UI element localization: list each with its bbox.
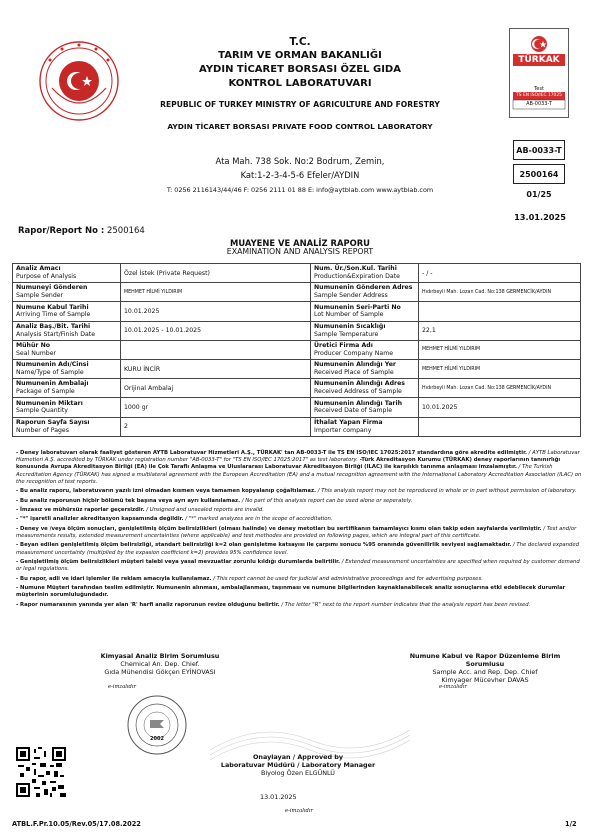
cell-label: Üretici Firma Adı Producer Company Name bbox=[311, 340, 419, 359]
cell-value bbox=[419, 417, 581, 436]
signature-name: Kimyager Mücevher DAVAS bbox=[441, 676, 529, 684]
cell-label: Raporun Sayfa Sayısı Number of Pages bbox=[13, 417, 121, 436]
note-item: - Genişletilmiş ölçüm belirsizlikleri müşteri talebi veya yasal mevzuatlar zorunlu kıldığı durumlarda belirtilir. / Extended measurement uncertainties are specified when required by customer demand or legal regulations. bbox=[16, 558, 580, 573]
header-ministry: TARIM VE ORMAN BAKANLIĞI bbox=[218, 50, 382, 61]
table-row bbox=[13, 398, 581, 417]
note-item: - Numune Müşteri tarafından teslim edilmiştir. Numunenin alınması, ambalajlanması, taşınması ve numune bilgilerinden kaynaklanabilecek analiz sonuçlarına etki edebilecek durumlar müşterinin sorumluluğundadır. bbox=[16, 584, 566, 599]
stamp-year: 2002 bbox=[150, 736, 164, 742]
address-line1: Ata Mah. 738 Sok. No:2 Bodrum, Zemin, bbox=[215, 156, 385, 166]
signature-approver bbox=[208, 753, 388, 777]
cell-label: Numune Kabul Tarihi Arriving Time of Sample bbox=[13, 302, 121, 321]
cell-value: Hıdırbeyli Mah. Lozan Cad. No:138 GERMENCİK/AYDIN bbox=[419, 283, 581, 302]
report-number-box: 2500164 bbox=[513, 164, 565, 184]
note-item: - Bu analiz raporu, laboratuvarın yazılı izni olmadan kısmen veya tamamen kopyalanıp çoğaltılamaz. / This analysis report may not be reproduced in whole or in part without permission of laboratory. bbox=[16, 488, 577, 495]
cell-value: Özel İstek (Private Request) bbox=[121, 264, 311, 283]
table-row bbox=[13, 379, 581, 398]
table-row bbox=[13, 302, 581, 321]
report-title-en: EXAMINATION AND ANALYSIS REPORT bbox=[226, 247, 374, 256]
cell-value: MEHMET HİLMİ YILDIRIM bbox=[121, 283, 311, 302]
cell-value: 1000 gr bbox=[121, 398, 311, 417]
cell-label: Mühür No Seal Number bbox=[13, 340, 121, 359]
turkak-code: AB-0033-T bbox=[526, 101, 552, 107]
note-item: - Bu rapor, adli ve idari işlemler ile reklam amacıyla kullanılamaz. / This report cannot be used for judicial and administrative proceedings and for advertising purposes. bbox=[16, 575, 483, 582]
header-line1: T.C. bbox=[289, 36, 311, 48]
report-number bbox=[18, 226, 145, 236]
laboratory-stamp bbox=[126, 694, 188, 756]
page-number: 1/2 bbox=[565, 820, 577, 828]
e-signature-text: e-imzalıdır bbox=[439, 684, 468, 690]
table-row bbox=[13, 340, 581, 359]
header-laboratory-en: AYDIN TİCARET BORSASI PRIVATE FOOD CONTROL LABORATORY bbox=[167, 122, 433, 131]
cell-value: MEHMET HİLMİ YILDIRIM bbox=[419, 340, 581, 359]
cell-value: 2 bbox=[121, 417, 311, 436]
accreditation-number: AB-0033-T bbox=[513, 140, 565, 160]
note-item: - Deney laboratuvarı olarak faaliyet gösteren AYTB Laboratuvar Hizmetleri A.Ş., TÜRKAK' tan AB-0033-T ile TS EN ISO/IEC 17025:2017 standardına göre akredite edilmiştir. / AYTB Laboratuvar Hizmetleri A.Ş. accredited by TÜRKAK under registration number "AB-0033-T" for "TS EN ISO/IEC 17025:2017" as test laboratory. -Türk Akreditasyon Kurumu (TÜRKAK) deney raporlarının tanınırlığı konusunda Avrupa Akreditasyon Birliği (EA) ile Çok Taraflı Anlaşma ve Uluslararası Laboratuvar Akreditasyon Birliği (ILAC) ile karşılıklı tanınma anlaşması imzalamıştır. / The Turkish Accreditation Agency (TÜRKAK) has signed a multilateral agreement with the European Accreditation (EA) and a mutual recognition agreement with the International Laboratory Accreditation Association (ILAC) on the recognition of test reports. bbox=[16, 450, 582, 485]
table-row bbox=[13, 321, 581, 340]
note-item: - Beyan edilen genişletilmiş ölçüm belirsizliği, standart belirsizliği k=2 olan genişletme katsayısı ile çarpımı sonucu %95 oranında güvenilirlik seviyesi sağlamaktadır. / The declared expanded measurement uncertainty (multiplied by the expasion coefficient k=2) provides 95% confidence level. bbox=[16, 542, 580, 556]
table-row bbox=[13, 359, 581, 378]
cell-label: Numunenin Adı/Cinsi Name/Type of Sample bbox=[13, 359, 121, 378]
cell-label: Numunenin Ambalajı Package of Sample bbox=[13, 379, 121, 398]
table-row bbox=[13, 417, 581, 436]
cell-value: 10.01.2025 - 10.01.2025 bbox=[121, 321, 311, 340]
report-number-label: Rapor/Report No : bbox=[18, 226, 105, 236]
table-row bbox=[13, 264, 581, 283]
e-signature-text: e-imzalıdır bbox=[108, 684, 137, 690]
note-item: - "*" işaretli analizler akreditasyon kapsamında değildir. / "*" marked analyzes are in the scope of accreditation. bbox=[16, 516, 333, 523]
form-code: ATBL.F.Pr.10.05/Rev.05/17.08.2022 bbox=[12, 820, 141, 828]
signature-name: Gıda Mühendisi Gökçen EYİNOVASI bbox=[104, 668, 216, 676]
approver-name: Biyolog Özen ELGÜNLÜ bbox=[261, 769, 335, 777]
signature-chemical-dept bbox=[60, 652, 260, 676]
cell-label: Numunenin Gönderen Adres Sample Sender Address bbox=[311, 283, 419, 302]
cell-label: İthalat Yapan Firma Importer company bbox=[311, 417, 419, 436]
cell-value: 22,1 bbox=[419, 321, 581, 340]
signature-title: Kimyasal Analiz Birim Sorumlusu bbox=[100, 652, 220, 660]
turkak-test: Test bbox=[534, 86, 544, 92]
report-notes bbox=[16, 450, 582, 611]
approver-role: Laboratuvar Müdürü / Laboratory Manager bbox=[220, 761, 376, 769]
note-item: - İmzasız ve mühürsüz raporlar geçersizdir. / Unsigned and unsealed reports are invalid. bbox=[16, 506, 264, 513]
cell-value bbox=[419, 302, 581, 321]
header-laboratory: AYDIN TİCARET BORSASI ÖZEL GIDA bbox=[199, 64, 401, 75]
sample-info-table bbox=[12, 263, 581, 437]
cell-value: - / - bbox=[419, 264, 581, 283]
turkak-name: TÜRKAK bbox=[518, 55, 560, 65]
report-title: MUAYENE VE ANALİZ RAPORU bbox=[230, 238, 370, 248]
approval-date: 13.01.2025 bbox=[260, 793, 297, 801]
note-item: - Rapor numarasının yanında yer alan 'R' harfi analiz raporunun revize olduğunu belirtir. / The letter "R" next to the report number indicates that the analysis report has been revised. bbox=[16, 601, 531, 608]
cell-label: Analiz Baş./Bit. Tarihi Analysis Start/Finish Date bbox=[13, 321, 121, 340]
cell-label: Numunenin Alındığı Yer Received Place of Sample bbox=[311, 359, 419, 378]
report-date: 13.01.2025 bbox=[514, 212, 566, 222]
cell-label: Numuneyi Gönderen Sample Sender bbox=[13, 283, 121, 302]
signature-role: Chemical An. Dep. Chief. bbox=[120, 660, 200, 668]
cell-label: Num. Ür./Son.Kul. Tarihi Production&Expiration Date bbox=[311, 264, 419, 283]
cell-label: Numunenin Miktarı Sample Quantity bbox=[13, 398, 121, 417]
cell-value: MEHMET HİLMİ YILDIRIM bbox=[419, 359, 581, 378]
cell-label: Numunenin Sıcaklığı Sample Temperature bbox=[311, 321, 419, 340]
reference-box bbox=[513, 140, 565, 199]
note-item: - Bu analiz raporunun hiçbir bölümü tek başına veya ayrı ayrı kullanılamaz. / No part of this analysis report can be used alone or seperately. bbox=[16, 497, 413, 504]
contact-line: T: 0256 2116143/44/46 F: 0256 2111 01 88 E: info@aytblab.com www.aytblab.com bbox=[166, 186, 434, 194]
cell-label: Numunenin Alındığı Tarih Received Date of Sample bbox=[311, 398, 419, 417]
address-line2: Kat:1-2-3-4-5-6 Efeler/AYDIN bbox=[240, 170, 360, 180]
ministry-logo-icon bbox=[38, 40, 120, 122]
signature-sample-dept bbox=[390, 652, 580, 684]
cell-value: KURU İNCİR bbox=[121, 359, 311, 378]
turkak-standard: TS EN ISO/IEC 17025 bbox=[516, 93, 562, 98]
table-row bbox=[13, 283, 581, 302]
cell-value: 10.01.2025 bbox=[419, 398, 581, 417]
cell-value bbox=[121, 340, 311, 359]
page-year: 01/25 bbox=[526, 190, 552, 199]
header-ministry-en: REPUBLIC OF TURKEY MINISTRY OF AGRICULTURE AND FORESTRY bbox=[160, 100, 440, 109]
approver-title: Onaylayan / Approved by bbox=[252, 753, 344, 761]
qr-code-icon[interactable] bbox=[16, 747, 66, 797]
cell-value: Orijinal Ambalaj bbox=[121, 379, 311, 398]
signature-role: Sample Acc. and Rep. Dep. Chief bbox=[432, 668, 538, 676]
cell-value: 10.01.2025 bbox=[121, 302, 311, 321]
cell-value: Hıdırbeyli Mah. Lozan Cad. No:138 GERMENCİK/AYDIN bbox=[419, 379, 581, 398]
stamp-icon bbox=[126, 694, 188, 756]
signature-title: Numune Kabul ve Rapor Düzenleme Birim Sorumlusu bbox=[409, 652, 561, 668]
cell-label: Analiz Amacı Purpose of Analysis bbox=[13, 264, 121, 283]
cell-label: Numunenin Alındığı Adres Received Address of Sample bbox=[311, 379, 419, 398]
e-signature-text: e-imzalıdır bbox=[285, 808, 314, 814]
turkak-logo bbox=[509, 28, 569, 118]
note-item: - Deney ve /veya ölçüm sonuçları, genişletilmiş ölçüm belirsizlikleri (olması halinde) ve deney metotları bu sertifikanın tamamlayıcı kısmı olan takip eden sayfalarda verilmiştir. / Test and/or measurements results, extended measurement uncertainties (where applicable) and test methodes are provided on following pages, which are integral part of this certificate. bbox=[16, 525, 577, 539]
cell-label: Numunenin Seri-Parti No Lot Number of Sample bbox=[311, 302, 419, 321]
header-laboratory-2: KONTROL LABORATUVARI bbox=[228, 78, 372, 89]
report-number-value: 2500164 bbox=[106, 226, 145, 236]
